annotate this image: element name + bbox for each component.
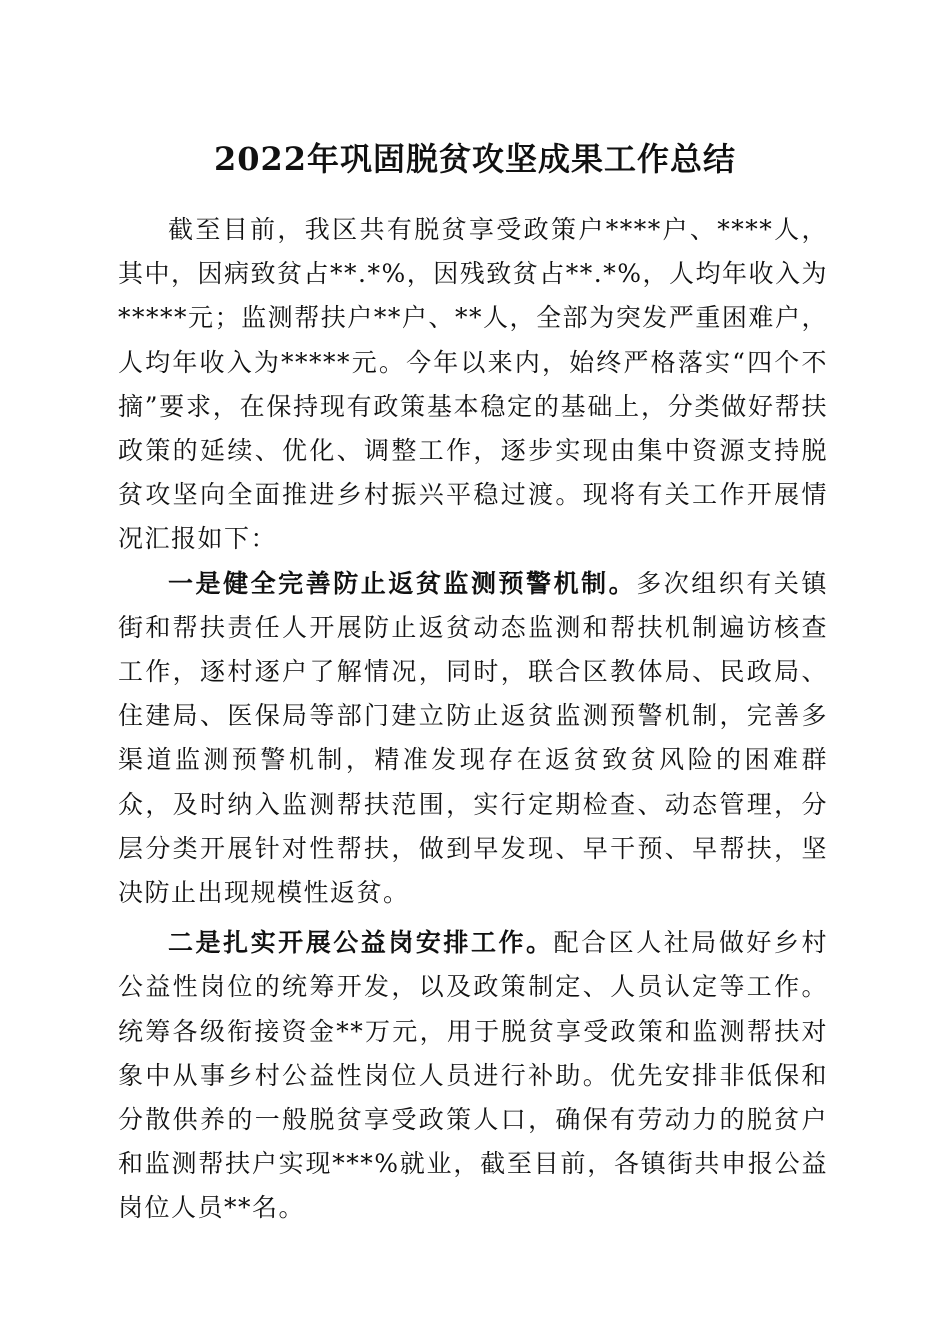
section-text-2: 配合区人社局做好乡村公益性岗位的统筹开发，以及政策制定、人员认定等工作。统筹各级衔接资金**万元，用于脱贫享受政策和监测帮扶对象中从事乡村公益性岗位人员进行补助。优先安排非低保和分散供养的一般脱贫享受政策人口，确保有劳动力的脱贫户和监测帮扶户实现***%就业，截至目前，各镇街共申报公益岗位人员**名。	[118, 928, 828, 1223]
section-paragraph-2	[118, 921, 828, 1230]
section-lead-1: 一是健全完善防止返贫监测预警机制。	[168, 568, 637, 598]
section-lead-2: 二是扎实开展公益岗安排工作。	[168, 928, 554, 958]
intro-paragraph: 截至目前，我区共有脱贫享受政策户****户、****人，其中，因病致贫占**.*%，因残致贫占**.*%，人均年收入为*****元；监测帮扶户**户、**人，全部为突发严重困难户，人均年收入为*****元。今年以来内，始终严格落实“四个不摘”要求，在保持现有政策基本稳定的基础上，分类做好帮扶政策的延续、优化、调整工作，逐步实现由集中资源支持脱贫攻坚向全面推进乡村振兴平稳过渡。现将有关工作开展情况汇报如下：	[118, 215, 828, 554]
section-text-1: 多次组织有关镇街和帮扶责任人开展防止返贫动态监测和帮扶机制遍访核查工作，逐村逐户了解情况，同时，联合区教体局、民政局、住建局、医保局等部门建立防止返贫监测预警机制，完善多渠道监测预警机制，精准发现存在返贫致贫风险的困难群众，及时纳入监测帮扶范围，实行定期检查、动态管理，分层分类开展针对性帮扶，做到早发现、早干预、早帮扶，坚决防止出现规模性返贫。	[118, 568, 828, 908]
document-body	[118, 208, 828, 1231]
section-paragraph-1	[118, 562, 828, 916]
document-title: 2022年巩固脱贫攻坚成果工作总结	[213, 140, 737, 178]
